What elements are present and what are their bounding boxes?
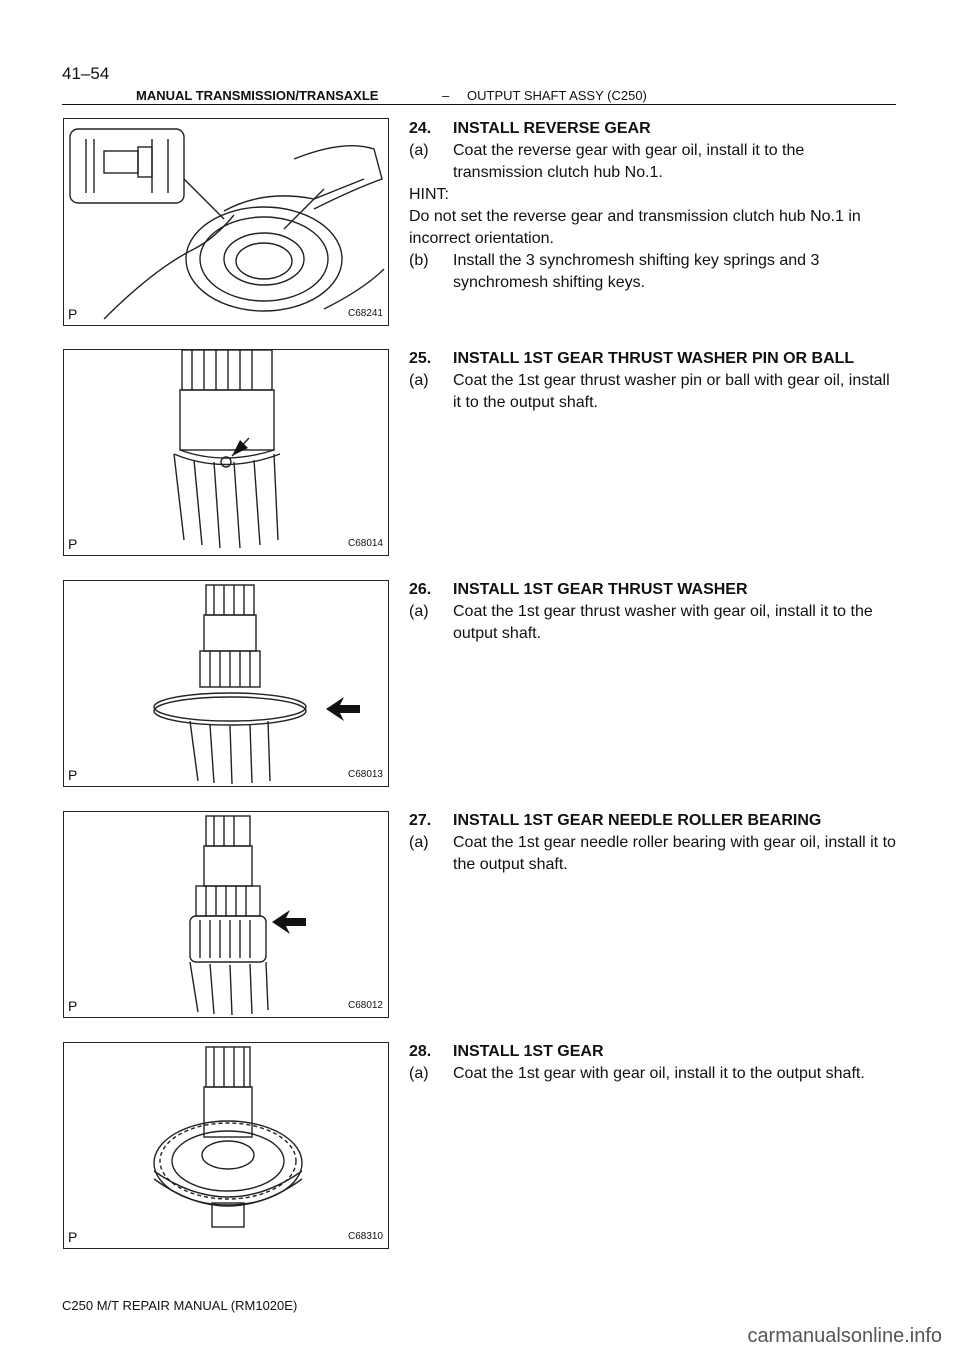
item-label: (b) (409, 252, 429, 269)
figure-code: C68014 (347, 538, 383, 549)
page-footer: C250 M/T REPAIR MANUAL (RM1020E) (62, 1298, 298, 1313)
figure-p-mark: P (68, 306, 78, 322)
watermark: carmanualsonline.info (747, 1325, 942, 1347)
step-number: 24. (409, 120, 432, 137)
figure-p-mark: P (68, 536, 78, 552)
figure-code: C68241 (347, 308, 383, 319)
step-title: INSTALL 1ST GEAR THRUST WASHER PIN OR BALL (453, 350, 855, 367)
item-text: Coat the 1st gear thrust washer with gear oil, install it to the output shaft. (453, 603, 873, 642)
figure-p-mark: P (68, 767, 78, 783)
figure-reverse-gear (63, 118, 389, 326)
figure-needle-roller-bearing (63, 811, 389, 1018)
step-24 (409, 118, 897, 294)
thrust-washer-illustration (64, 581, 388, 786)
figure-code: C68013 (347, 769, 383, 780)
hint-label: HINT: (409, 186, 449, 203)
step-title: INSTALL REVERSE GEAR (453, 120, 651, 137)
step-27 (409, 810, 897, 876)
figure-thrust-washer-pin (63, 349, 389, 556)
item-label: (a) (409, 1065, 429, 1082)
step-number: 27. (409, 812, 432, 829)
step-28 (409, 1041, 897, 1085)
figure-p-mark: P (68, 1229, 78, 1245)
item-text: Coat the reverse gear with gear oil, install it to the transmission clutch hub No.1. (453, 142, 805, 181)
reverse-gear-illustration (64, 119, 388, 325)
step-25 (409, 348, 897, 414)
item-text: Install the 3 synchromesh shifting key springs and 3 synchromesh shifting keys. (453, 252, 820, 291)
item-label: (a) (409, 372, 429, 389)
needle-roller-bearing-illustration (64, 812, 388, 1017)
header-dash: – (442, 88, 450, 103)
figure-code: C68310 (347, 1231, 383, 1242)
page-header (62, 88, 896, 105)
page-number: 41–54 (62, 64, 110, 83)
step-number: 28. (409, 1043, 432, 1060)
step-number: 25. (409, 350, 432, 367)
step-number: 26. (409, 581, 432, 598)
item-label: (a) (409, 142, 429, 159)
step-title: INSTALL 1ST GEAR (453, 1043, 604, 1060)
item-label: (a) (409, 834, 429, 851)
thrust-washer-pin-illustration (64, 350, 388, 555)
header-subsection: OUTPUT SHAFT ASSY (C250) (467, 88, 647, 103)
figure-thrust-washer (63, 580, 389, 787)
step-26 (409, 579, 897, 645)
hint-text: Do not set the reverse gear and transmission clutch hub No.1 in incorrect orientation. (409, 208, 861, 247)
header-section: MANUAL TRANSMISSION/TRANSAXLE (136, 88, 379, 103)
1st-gear-illustration (64, 1043, 388, 1248)
item-text: Coat the 1st gear needle roller bearing with gear oil, install it to the output shaft. (453, 834, 896, 873)
item-label: (a) (409, 603, 429, 620)
item-text: Coat the 1st gear thrust washer pin or ball with gear oil, install it to the output shaft. (453, 372, 890, 411)
figure-p-mark: P (68, 998, 78, 1014)
step-title: INSTALL 1ST GEAR NEEDLE ROLLER BEARING (453, 812, 822, 829)
figure-code: C68012 (347, 1000, 383, 1011)
step-title: INSTALL 1ST GEAR THRUST WASHER (453, 581, 748, 598)
item-text: Coat the 1st gear with gear oil, install it to the output shaft. (453, 1065, 865, 1082)
figure-1st-gear (63, 1042, 389, 1249)
